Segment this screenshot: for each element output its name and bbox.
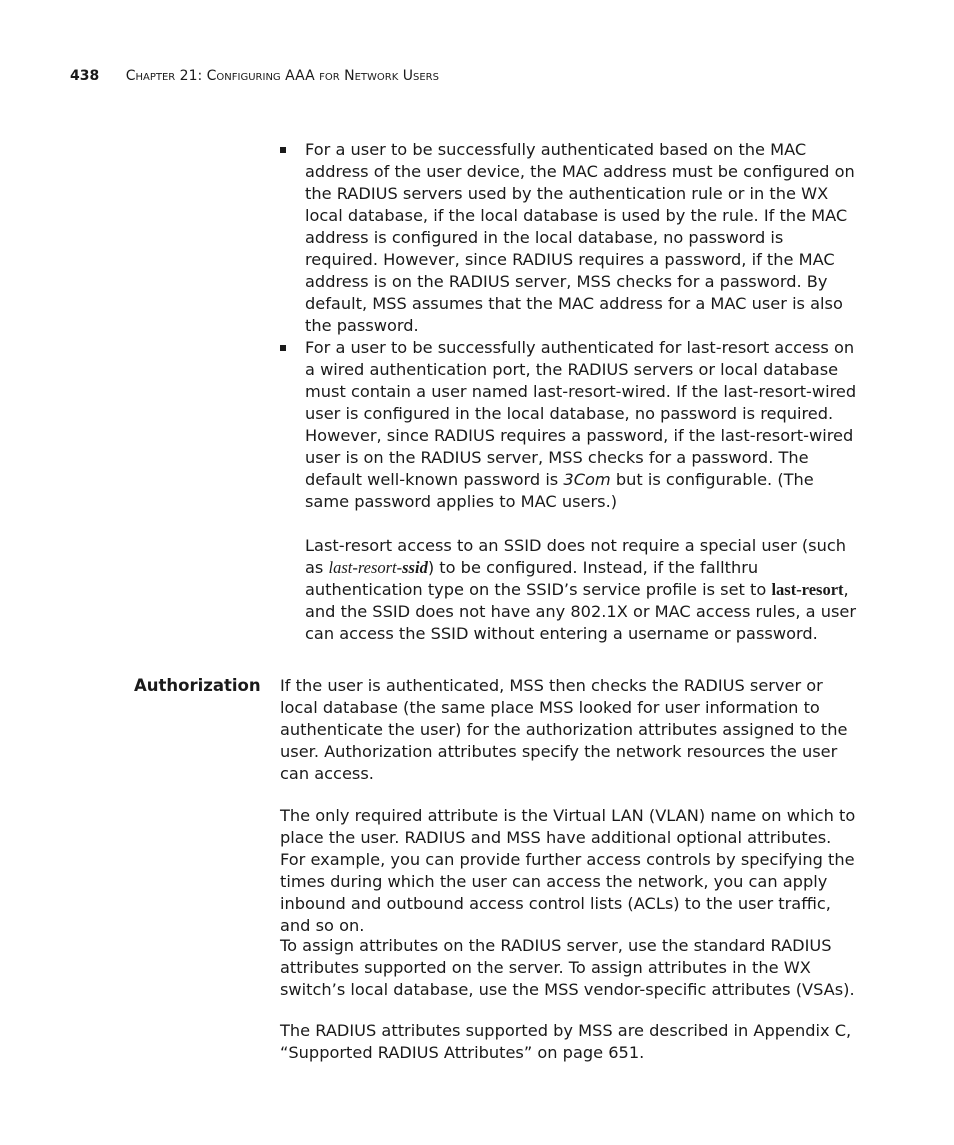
running-title: Chapter 21: Configuring AAA for Network Users (125, 68, 439, 84)
bullet-text-before: For a user to be successfully authenticated for last-resort access on a wired authentication port, the RADIUS servers or local database must contain a user named last-resort-wired. If the last-resort-wired user is configured in the local database, no password is required. However, since RADIUS requires a password, if the last-resort-wired user is on the RADIUS server, MSS checks for a password. The default well-known password is (305, 338, 857, 489)
bullet-text (305, 337, 860, 513)
authorization-paragraph: To assign attributes on the RADIUS server, use the standard RADIUS attributes supported on the server. To assign attributes in the WX switch’s local database, use the MSS vendor-specific attributes (VSAs). (280, 936, 855, 999)
authorization-paragraph: The only required attribute is the Virtual LAN (VLAN) name on which to place the user. RADIUS and MSS have additional optional attributes. For example, you can provide further access controls by specifying the times during which the user can access the network, you can apply inbound and outbound access control lists (ACLs) to the user traffic, and so on. (280, 806, 856, 935)
page-header (70, 66, 439, 86)
bullet-square-icon (280, 147, 286, 153)
text-run: ) to be configured. Instead, if the fallthru authentication type on the SSID’s service profile is set to (305, 558, 772, 599)
authorization-paragraph: The RADIUS attributes supported by MSS are described in Appendix C, “Supported RADIUS Attributes” on page 651. (280, 1021, 852, 1062)
default-password: 3Com (563, 470, 611, 489)
page-number: 438 (70, 68, 100, 84)
keyword-last-resort: last-resort (771, 580, 844, 599)
bullet-text-after: but is configurable. (The same password applies to MAC users.) (305, 470, 814, 511)
authorization-paragraph: If the user is authenticated, MSS then checks the RADIUS server or local database (the same place MSS looked for user information to authenticate the user) for the authorization attributes assigned to the user. Authorization attributes specify the network resources the user can access. (280, 676, 848, 783)
bullet-square-icon (280, 345, 286, 351)
bullet-text: For a user to be successfully authenticated based on the MAC address of the user device, the MAC address must be configured on the RADIUS servers used by the authentication rule or in the WX local database, if the local database is used by the rule. If the MAC address is configured in the local database, no password is required. However, since RADIUS requires a password, if the MAC address is on the RADIUS server, MSS checks for a password. By default, MSS assumes that the MAC address for a MAC user is also the password. (305, 140, 855, 335)
bullet-item-last-resort (280, 337, 860, 513)
text-run: Last-resort access to an SSID does not require a special user (such as (305, 536, 847, 577)
last-resort-ssid-paragraph (305, 535, 860, 645)
section-heading-authorization: Authorization (134, 676, 261, 695)
user-variable: ssid (402, 558, 428, 577)
user-prefix: last-resort- (328, 558, 403, 577)
bullet-item-mac-auth (280, 139, 860, 337)
text-run: , and the SSID does not have any 802.1X or MAC access rules, a user can access the SSID without entering a username or password. (305, 580, 857, 643)
